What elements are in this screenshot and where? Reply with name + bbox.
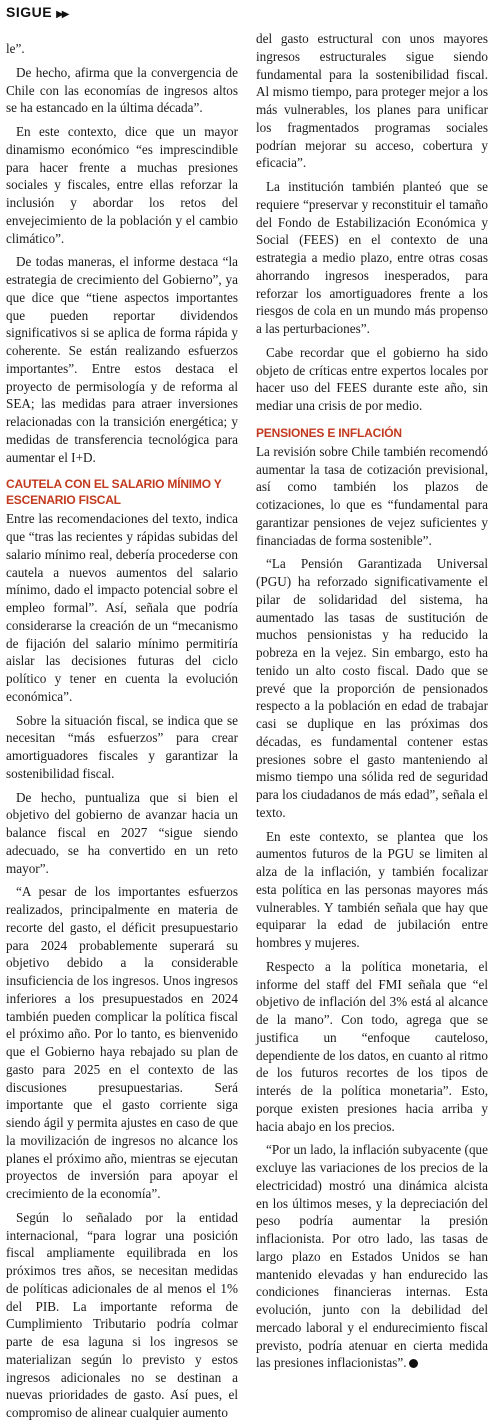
section-heading-minimum-wage: CAUTELA CON EL SALARIO MÍNIMO Y ESCENARIO FISCAL xyxy=(6,477,222,508)
left-column xyxy=(6,40,238,1428)
paragraph: La revisión sobre Chile también recomendó aumentar la tasa de cotización previsional, así como también los plazos de cotizaciones, lo que es “fundamental para garantizar pensiones de vejez suficientes y financiadas de forma sostenible”. xyxy=(256,443,488,548)
paragraph: De todas maneras, el informe destaca “la estrategia de crecimiento del Gobierno”, ya que dice que “tiene aspectos importantes que pueden reportar dividendos significativos si se aplica de forma rápida y coherente. Se están realizando esfuerzos importantes”. Entre estos destaca el proyecto de permisología y de reforma al SEA; las medidas para atraer inversiones relacionadas con la transición energética; y medidas de transferencia tecnológica para aumentar el I+D. xyxy=(6,254,238,465)
end-of-article-icon xyxy=(409,1359,418,1368)
paragraph: le”. xyxy=(6,41,25,56)
section-heading-pensions-inflation: PENSIONES E INFLACIÓN xyxy=(256,425,402,440)
paragraph: Cabe recordar que el gobierno ha sido objeto de críticas entre expertos locales por hacer uso del FEES durante este año, sin mediar una crisis de por medio. xyxy=(256,344,488,413)
paragraph: La institución también planteó que se requiere “preservar y reconstituir el tamaño del Fondo de Estabilización Económica y Social (FEES) en el contexto de una estrategia a medio plazo, entre otras cosas ahorrando ingresos inesperados, para reforzar los amortiguadores frente a los riesgos de cola en un mundo más propenso a las perturbaciones”. xyxy=(256,179,488,336)
right-column xyxy=(256,30,488,1378)
paragraph: De hecho, puntualiza que si bien el objetivo del gobierno de avanzar hacia un balance fiscal en 2027 “sigue siendo adecuado, se ha convertido en un reto mayor”. xyxy=(6,789,238,876)
paragraph: En este contexto, dice que un mayor dinamismo económico “es imprescindible para hacer frente a muchas presiones sociales y fiscales, entre ellas reforzar la inclusión y abordar los retos del envejecimiento de la población y el cambio climático”. xyxy=(6,124,238,246)
paragraph-text: “Por un lado, la inflación subyacente (que excluye las variaciones de los precios de la electricidad) mostró una dinámica alcista en los últimos meses, y la depreciación del peso podría aumentar la presión inflacionista. Por otro lado, las tasas de largo plazo en Estados Unidos se han mantenido elevadas y han endurecido las condiciones financieras internas. Esta evolución, junto con la debilidad del mercado laboral y el endurecimiento fiscal previsto, podría atenuar en cierta medida las presiones inflacionistas”. xyxy=(256,1142,488,1371)
paragraph: Respecto a la política monetaria, el informe del staff del FMI señala que “el objetivo de inflación del 3% está al alcance de la mano”. Con todo, agrega que se justifica un “enfoque cauteloso, dependiente de los datos, en cuanto al ritmo de los futuros recortes de los tipos de interés de la política monetaria”. Esto, porque existen presiones hacia arriba y hacia abajo en los precios. xyxy=(256,958,488,1134)
paragraph: De hecho, afirma que la convergencia de Chile con las economías de ingresos altos se ha estancado en la última década”. xyxy=(6,64,238,116)
continues-label: SIGUE xyxy=(6,4,53,20)
paragraph: Entre las recomendaciones del texto, indica que “tras las recientes y rápidas subidas del salario mínimo real, debería procederse con cautela a nuevos aumentos del salario mínimo, dado el impacto potencial sobre el empleo formal”. Así, señala que podría considerarse la creación de un “mecanismo de fijación del salario mínimo permitiría aislar las decisiones futuras del ciclo político y tener en cuenta la evolución económica”. xyxy=(6,511,238,704)
continuation-header xyxy=(6,4,490,24)
paragraph: Según lo señalado por la entidad internacional, “para lograr una posición fiscal ampliamente equilibrada en los próximos tres años, se necesitan medidas de políticas adicionales de al menos el 1% del PIB. La importante reforma de Cumplimiento Tributario podría colmar parte de esa laguna si los ingresos se materializan según lo previsto y estos ingresos adicionales no se destinan a nuevas prioridades de gasto. Así pues, el compromiso de alinear cualquier aumento xyxy=(6,1209,238,1420)
paragraph: “A pesar de los importantes esfuerzos realizados, principalmente en materia de recorte del gasto, el déficit presupuestario para 2024 probablemente superará su objetivo debido a la considerable insuficiencia de los ingresos. Unos ingresos inferiores a los presupuestados en 2024 también pueden complicar la política fiscal el próximo año. Por lo tanto, es bienvenido que el Gobierno haya rebajado su plan de gasto para 2025 en el contexto de las discusiones presupuestarias. Será importante que el gasto corriente siga siendo ágil y permita ajustes en caso de que la movilización de ingresos no alcance los planes el próximo año, mientras se ejecutan proyectos de inversión para apoyar el crecimiento de la economía”. xyxy=(6,884,238,1201)
paragraph: “La Pensión Garantizada Universal (PGU) ha reforzado significativamente el pilar de solidaridad del sistema, ha aumentado las tasas de sustitución de muchos pensionistas y ha reducido la pobreza en la vejez. Sin embargo, esto ha tenido un alto costo fiscal. Dado que se prevé que la proporción de pensionados respecto a la población en edad de trabajar casi se duplique en las próximas dos décadas, es fundamental contener estas presiones sobre el gasto manteniendo al mismo tiempo una sólida red de seguridad para los ciudadanos de más edad”, señala el texto. xyxy=(256,556,488,820)
paragraph: Sobre la situación fiscal, se indica que se necesitan “más esfuerzos” para crear amortiguadores fiscales y garantizar la sostenibilidad fiscal. xyxy=(6,712,238,781)
paragraph: del gasto estructural con unos mayores ingresos estructurales sigue siendo fundamental para la sostenibilidad fiscal. Al mismo tiempo, para proteger mejor a los más vulnerables, los planes para unificar los fragmentados programas sociales podrían mejorar su acceso, cobertura y eficacia”. xyxy=(256,31,488,171)
paragraph: En este contexto, se plantea que los aumentos futuros de la PGU se limiten al alza de la inflación, y también focalizar esta política en las personas mayores más vulnerables. Y también señala que hay que equiparar la edad de jubilación entre hombres y mujeres. xyxy=(256,828,488,950)
double-arrow-icon: ▶▶ xyxy=(56,9,68,20)
paragraph xyxy=(256,1141,488,1372)
